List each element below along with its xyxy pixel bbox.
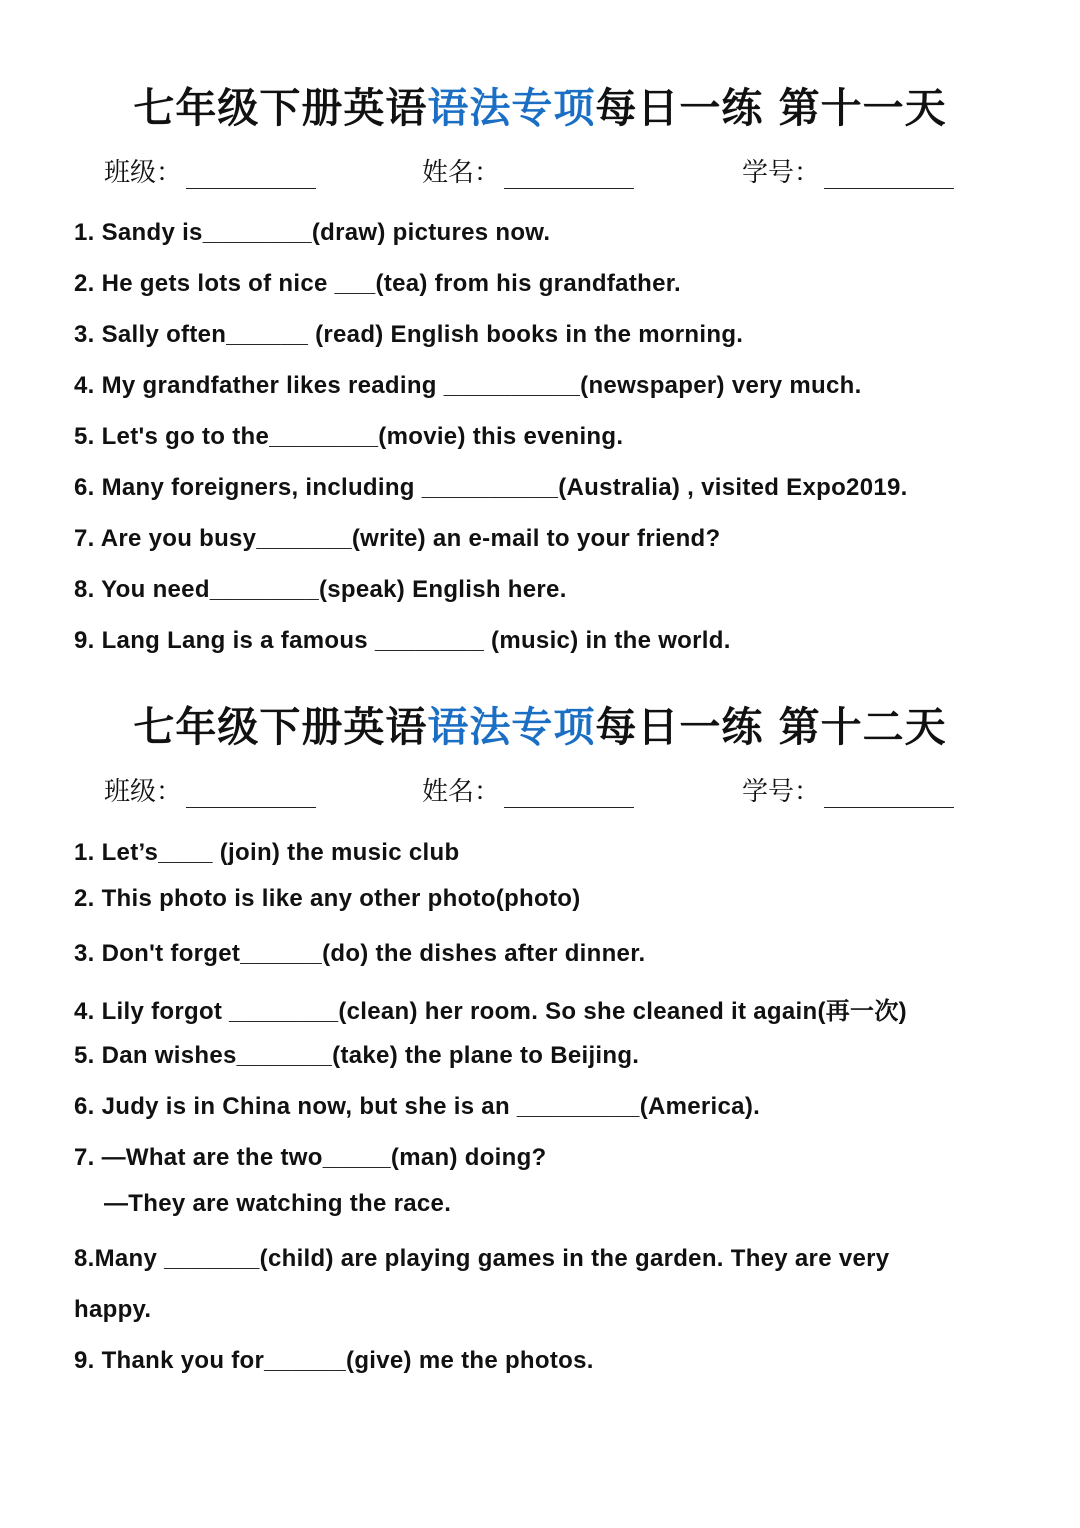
question-item: 1. Sandy is________(draw) pictures now. xyxy=(74,219,551,246)
student-number-field[interactable] xyxy=(742,771,954,808)
class-label: 班级： xyxy=(104,158,183,188)
title-highlight: 语法专项 xyxy=(427,84,596,132)
name-label: 姓名： xyxy=(422,777,501,807)
class-field[interactable] xyxy=(104,771,316,808)
worksheet-title xyxy=(0,78,1080,138)
question-continuation: happy. xyxy=(74,1296,152,1323)
worksheet-title xyxy=(0,697,1080,757)
name-blank[interactable] xyxy=(504,164,634,189)
question-item: 1. Let’s____ (join) the music club xyxy=(74,839,460,866)
question-item: 3. Sally often______ (read) English books in the morning. xyxy=(74,321,744,348)
worksheet-day-11 xyxy=(0,78,1080,654)
student-info-row xyxy=(0,771,1080,821)
student-number-field[interactable] xyxy=(742,152,954,189)
student-number-blank[interactable] xyxy=(824,164,954,189)
title-prefix: 七年级下册英语 xyxy=(133,703,428,751)
name-field[interactable] xyxy=(422,771,634,808)
class-blank[interactable] xyxy=(186,164,316,189)
name-label: 姓名： xyxy=(422,158,501,188)
question-item: 4. My grandfather likes reading __________(newspaper) very much. xyxy=(74,372,862,399)
class-field[interactable] xyxy=(104,152,316,189)
student-number-blank[interactable] xyxy=(824,783,954,808)
question-item: 6. Many foreigners, including __________(Australia) , visited Expo2019. xyxy=(74,474,908,501)
question-item: 9. Thank you for______(give) me the photos. xyxy=(74,1347,594,1374)
class-label: 班级： xyxy=(104,777,183,807)
question-item: 7. —What are the two_____(man) doing? xyxy=(74,1144,547,1171)
student-number-label: 学号： xyxy=(742,777,821,807)
student-info-row xyxy=(0,152,1080,202)
question-item: 7. Are you busy_______(write) an e-mail to your friend? xyxy=(74,525,721,552)
name-field[interactable] xyxy=(422,152,634,189)
question-answer-line: —They are watching the race. xyxy=(104,1190,452,1217)
student-number-label: 学号： xyxy=(742,158,821,188)
question-item: 9. Lang Lang is a famous ________ (music) in the world. xyxy=(74,627,731,654)
class-blank[interactable] xyxy=(186,783,316,808)
question-item: 8.Many _______(child) are playing games in the garden. They are very xyxy=(74,1245,890,1272)
question-item: 3. Don't forget______(do) the dishes after dinner. xyxy=(74,940,646,967)
name-blank[interactable] xyxy=(504,783,634,808)
question-item: 8. You need________(speak) English here. xyxy=(74,576,567,603)
question-item: 5. Let's go to the________(movie) this evening. xyxy=(74,423,624,450)
question-item: 4. Lily forgot ________(clean) her room. So she cleaned it again(再一次) xyxy=(74,998,907,1025)
title-highlight: 语法专项 xyxy=(427,703,596,751)
question-item: 6. Judy is in China now, but she is an _________(America). xyxy=(74,1093,761,1120)
question-item: 5. Dan wishes_______(take) the plane to Beijing. xyxy=(74,1042,640,1069)
worksheet-day-12 xyxy=(0,697,1080,1374)
title-suffix: 每日一练 第十二天 xyxy=(595,703,947,751)
question-item: 2. This photo is like any other photo(photo) xyxy=(74,885,581,912)
title-suffix: 每日一练 第十一天 xyxy=(595,84,947,132)
title-prefix: 七年级下册英语 xyxy=(133,84,428,132)
question-item: 2. He gets lots of nice ___(tea) from his grandfather. xyxy=(74,270,682,297)
